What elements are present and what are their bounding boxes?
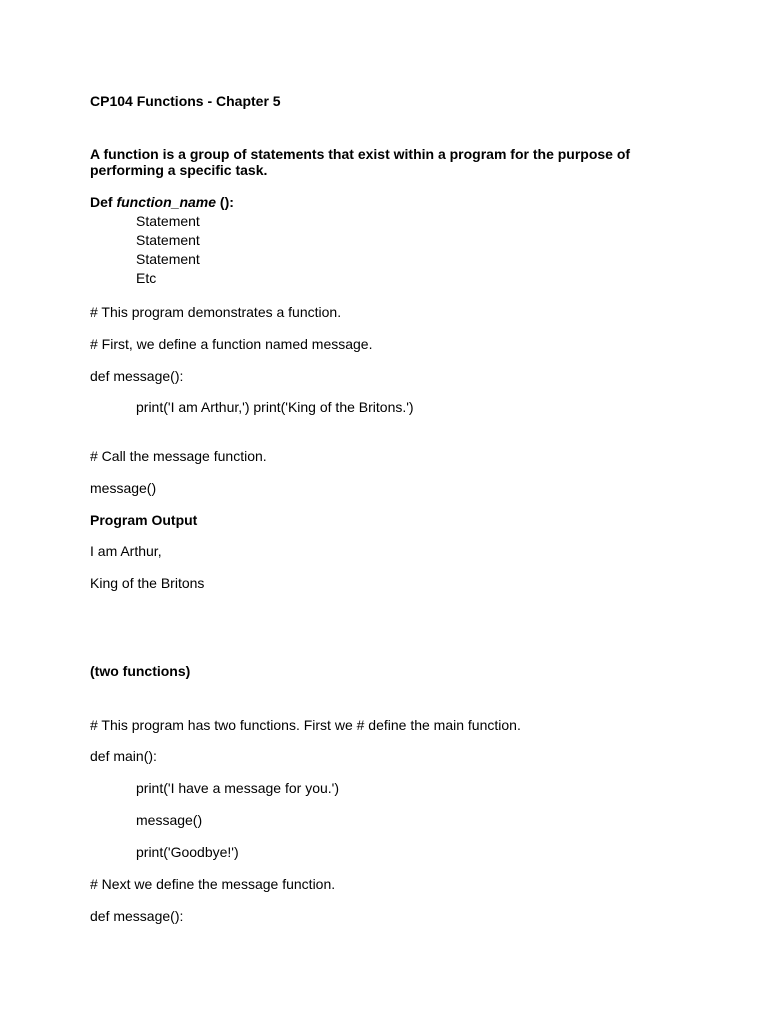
- code-comment: # Call the message function.: [90, 448, 267, 464]
- syntax-body-line: Statement: [136, 213, 200, 229]
- document-title: CP104 Functions - Chapter 5: [90, 93, 281, 109]
- function-name-placeholder: function_name: [116, 194, 217, 210]
- section-heading-two-functions: (two functions): [90, 663, 191, 679]
- intro-line-2: performing a specific task.: [90, 162, 268, 178]
- code-comment: # Next we define the message function.: [90, 876, 336, 892]
- code-call-line: message(): [90, 480, 157, 496]
- output-line: King of the Britons: [90, 575, 205, 591]
- code-def-line: def message():: [90, 368, 184, 384]
- code-comment: # This program has two functions. First we # define the main function.: [90, 717, 521, 733]
- output-heading: Program Output: [90, 512, 198, 528]
- function-definition-paragraph: [90, 146, 650, 178]
- syntax-suffix: ():: [216, 194, 234, 210]
- code-comment: # This program demonstrates a function.: [90, 304, 342, 320]
- syntax-body-line: Statement: [136, 232, 200, 248]
- syntax-body-line: Statement: [136, 251, 200, 267]
- intro-line-1: A function is a group of statements that exist within a program for the purpose of: [90, 146, 631, 162]
- code-body-line: print('I am Arthur,') print('King of the Britons.'): [136, 399, 414, 415]
- output-line: I am Arthur,: [90, 543, 162, 559]
- code-body-line: message(): [136, 812, 203, 828]
- code-body-line: print('Goodbye!'): [136, 844, 239, 860]
- syntax-def-line: [90, 194, 234, 211]
- def-keyword: Def: [90, 194, 113, 210]
- code-comment: # First, we define a function named message.: [90, 336, 373, 352]
- code-def-line: def main():: [90, 748, 157, 764]
- syntax-body-line: Etc: [136, 270, 157, 286]
- code-def-line: def message():: [90, 908, 184, 924]
- code-body-line: print('I have a message for you.'): [136, 780, 339, 796]
